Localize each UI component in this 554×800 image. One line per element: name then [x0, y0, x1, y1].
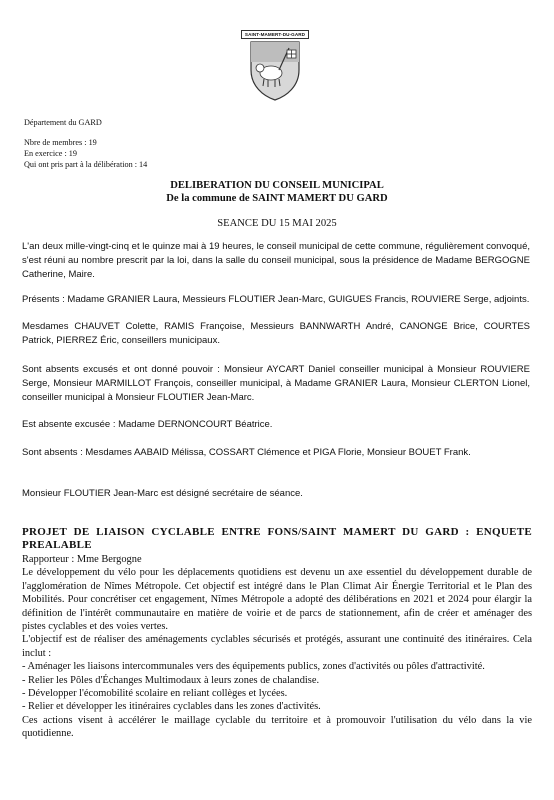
rapporteur: Rapporteur : Mme Bergogne	[22, 554, 142, 565]
list-item: - Relier et développer les itinéraires cyclables dans les zones d'activités.	[22, 701, 321, 713]
members-count: Nbre de membres : 19	[24, 138, 97, 147]
document-title	[0, 179, 554, 205]
project-paragraph-2: L'objectif est de réaliser des aménagements cyclables sécurisés et protégés, assurant une continuité des itinéraires. Cela inclut :	[22, 634, 532, 659]
coat-of-arms-icon	[249, 40, 301, 102]
crest-banner: SAINT-MAMERT-DU-GARD	[241, 30, 309, 39]
project-title-line-2: PREALABLE	[22, 539, 92, 551]
title-line-2: De la commune de SAINT MAMERT DU GARD	[166, 193, 388, 204]
title-line-1: DELIBERATION DU CONSEIL MUNICIPAL	[170, 180, 384, 191]
excuses-pouvoir: Sont absents excusés et ont donné pouvoir : Monsieur AYCART Daniel conseiller municipal à Monsieur ROUVIERE Serge, Monsieur MARMILLOT François, conseiller municipal, à Madame GRANIER Laura, Monsieur CLERTON Lionel, conseiller municipal à Monsieur FLOUTIER Jean-Marc.	[22, 364, 530, 403]
presents-conseillers: Mesdames CHAUVET Colette, RAMIS Françoise, Messieurs BANNWARTH André, CANONGE Brice, COURTES Patrick, PIERREZ Éric, conseillers municipaux.	[22, 321, 530, 346]
list-item: - Relier les Pôles d'Échanges Multimodaux à leurs zones de chalandise.	[22, 674, 320, 686]
secretaire-seance: Monsieur FLOUTIER Jean-Marc est désigné secrétaire de séance.	[22, 488, 303, 499]
project-paragraph-3: Ces actions visent à accélérer le maillage cyclable du territoire et à promouvoir l'utilisation du vélo dans la vie quotidienne.	[22, 714, 532, 740]
absente-excusee: Est absente excusée : Madame DERNONCOURT Béatrice.	[22, 419, 273, 430]
presents-adjoints: Présents : Madame GRANIER Laura, Messieurs FLOUTIER Jean-Marc, GUIGUES Francis, ROUVIERE Serge, adjoints.	[22, 294, 530, 305]
intro-paragraph: L'an deux mille-vingt-cinq et le quinze mai à 19 heures, le conseil municipal de cette commune, régulièrement convoqué, s'est réuni au nombre prescrit par la loi, dans la salle du conseil municipal, sous la présidence de Madame BERGOGNE Catherine, Maire.	[22, 241, 530, 280]
project-paragraph-1: Le développement du vélo pour les déplacements quotidiens est devenu un axe essentiel du développement durable de l'agglomération de Nîmes Métropole. Cet objectif est intégré dans le Plan Climat Air Énergie Territorial et le Plan des Mobilités. Pour concrétiser cet engagement, Nîmes Métropole a adopté des délibérations en 2021 et 2024 pour élargir la définition de l'intérêt communautaire en matière de voirie et de parcs de stationnement, afin de créer et aménager des pistes cyclables et des voies vertes.	[22, 567, 532, 633]
list-item: - Aménager les liaisons intercommunales vers des équipements publics, zones d'activités ou pôles d'attractivité.	[22, 661, 485, 673]
project-title	[22, 526, 532, 552]
municipal-crest	[241, 30, 309, 102]
project-body	[22, 553, 532, 741]
department-label: Département du GARD	[24, 118, 102, 127]
absents: Sont absents : Mesdames AABAID Mélissa, COSSART Clémence et PIGA Florie, Monsieur BOUET Frank.	[22, 447, 471, 458]
list-item: - Développer l'écomobilité scolaire en reliant collèges et lycées.	[22, 688, 288, 700]
seance-date: SEANCE DU 15 MAI 2025	[217, 218, 337, 229]
in-office-count: En exercice : 19	[24, 149, 77, 158]
participants-count: Qui ont pris part à la délibération : 14	[24, 160, 148, 169]
project-title-line-1: PROJET DE LIAISON CYCLABLE ENTRE FONS/SAINT MAMERT DU GARD : ENQUETE	[22, 526, 532, 538]
